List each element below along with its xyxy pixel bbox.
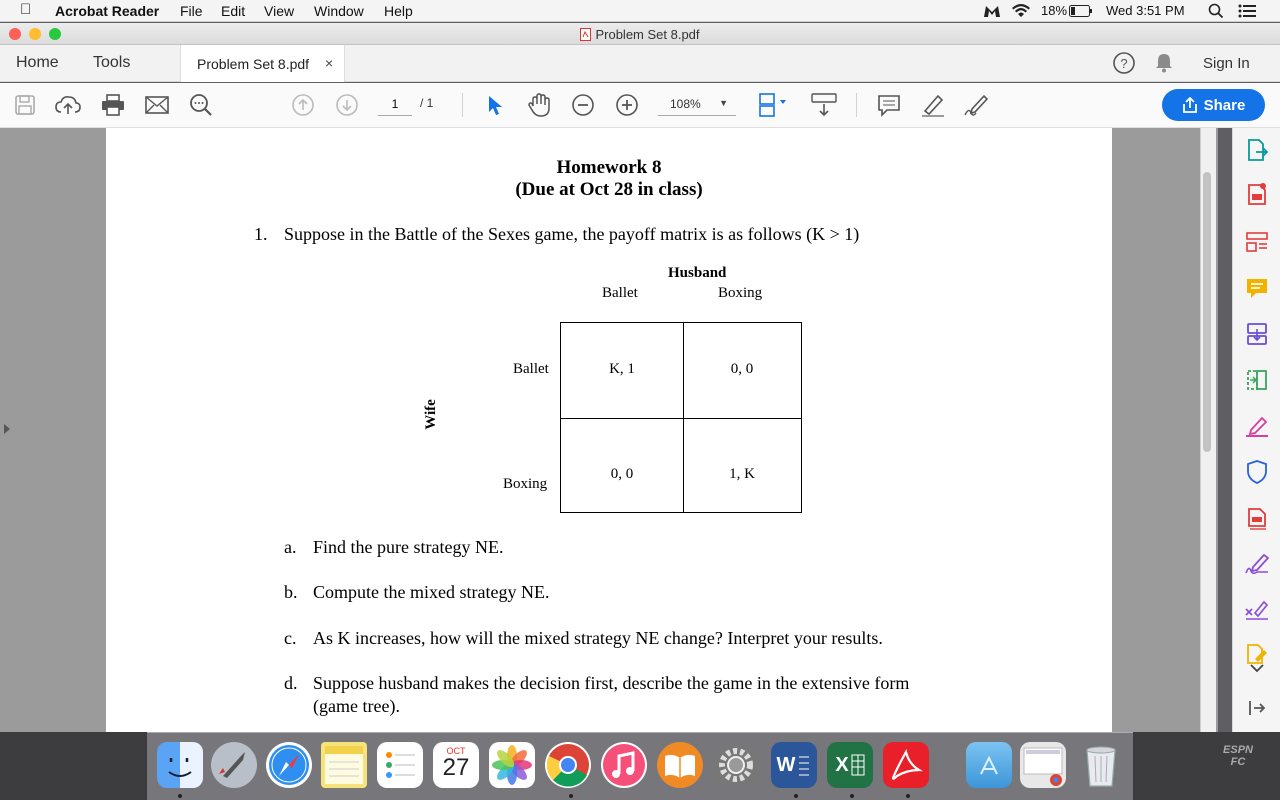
sign-in-link[interactable]: Sign In <box>1203 55 1250 72</box>
part-text: Find the pure strategy NE. <box>313 537 504 557</box>
trash-icon[interactable] <box>1078 742 1124 788</box>
arrow-down-circle-icon <box>335 93 359 117</box>
hand-icon <box>527 93 551 117</box>
applications-folder-icon[interactable] <box>966 742 1012 788</box>
matrix-column-label: Boxing <box>718 285 763 301</box>
matrix-cell: 1, K <box>729 466 755 482</box>
previous-page-button[interactable] <box>290 92 316 118</box>
system-preferences-icon[interactable] <box>713 742 759 788</box>
page-number-input[interactable]: 1 <box>378 92 412 116</box>
search-document-button[interactable] <box>188 92 214 118</box>
tab-document[interactable] <box>180 45 345 82</box>
combine-files-icon <box>1245 322 1269 346</box>
notes-icon[interactable] <box>321 742 367 788</box>
minus-circle-icon <box>571 93 595 117</box>
help-icon-glyph: ? <box>1120 56 1128 71</box>
tab-tools[interactable]: Tools <box>93 54 131 71</box>
espn-fc-desktop-widget[interactable]: ESPN FC <box>1223 744 1253 768</box>
edit-pdf-icon <box>1246 506 1268 530</box>
word-letter: W <box>776 753 796 776</box>
shield-icon <box>1247 460 1267 484</box>
chevron-down-icon: ▼ <box>719 98 728 108</box>
notification-center-icon[interactable] <box>1238 4 1256 18</box>
window-title <box>0 27 1280 42</box>
signature-icon <box>1245 553 1269 575</box>
help-icon[interactable] <box>1112 51 1136 75</box>
payoff-matrix <box>560 322 802 513</box>
launchpad-icon[interactable] <box>211 742 257 788</box>
zoom-level-select[interactable] <box>658 92 736 116</box>
tab-home[interactable]: Home <box>16 54 59 71</box>
part-text: Compute the mixed strategy NE. <box>313 582 550 602</box>
window-title-bar <box>0 23 1280 45</box>
photos-icon[interactable] <box>489 742 535 788</box>
running-indicator <box>569 794 573 798</box>
word-icon[interactable] <box>771 742 817 788</box>
envelope-icon <box>145 95 169 115</box>
notifications-bell-icon[interactable] <box>1154 52 1174 74</box>
homework-due-date: (Due at Oct 28 in class) <box>515 179 703 200</box>
menu-clock[interactable]: Wed 3:51 PM <box>1106 3 1185 18</box>
page-total: / 1 <box>420 96 434 110</box>
next-page-button[interactable] <box>334 92 360 118</box>
toolbar-separator <box>856 93 857 117</box>
scroll-mode-button[interactable] <box>810 92 838 118</box>
battery-percent: 18% <box>1041 3 1068 18</box>
part-label: d. <box>284 673 298 693</box>
part-label: a. <box>284 537 297 557</box>
save-button[interactable] <box>12 92 38 118</box>
finder-icon[interactable] <box>157 742 203 788</box>
export-pdf-tool[interactable] <box>1245 138 1269 162</box>
window-title-text: Problem Set 8.pdf <box>595 27 700 42</box>
document-viewport[interactable] <box>0 128 1218 732</box>
pointer-arrow-icon <box>486 94 504 116</box>
part-label: c. <box>284 628 297 648</box>
part-text: As K increases, how will the mixed strategy NE change? Interpret your results. <box>313 628 883 648</box>
share-button-label: Share <box>1203 96 1246 114</box>
organize-pages-icon <box>1246 231 1268 253</box>
calendar-day: 27 <box>442 754 470 781</box>
calendar-icon[interactable] <box>433 742 479 788</box>
create-pdf-icon <box>1246 182 1268 206</box>
itunes-icon[interactable] <box>601 742 647 788</box>
part-text: Suppose husband makes the decision first, describe the game in the extensive form <box>313 673 910 693</box>
pdf-page <box>106 128 1112 732</box>
question-number: 1. <box>254 224 268 244</box>
toolbar-separator <box>462 93 463 117</box>
menu-view[interactable]: View <box>264 3 295 19</box>
fill-sign-icon <box>1245 415 1269 437</box>
matrix-row-label: Boxing <box>503 476 548 492</box>
ibooks-icon[interactable] <box>657 742 703 788</box>
app-menu-name[interactable]: Acrobat Reader <box>55 3 160 19</box>
matrix-cell: 0, 0 <box>610 466 634 482</box>
compress-icon <box>1246 369 1268 391</box>
menu-file[interactable]: File <box>180 3 203 19</box>
zoom-out-button[interactable] <box>570 92 596 118</box>
matrix-column-player: Husband <box>668 265 727 281</box>
highlighter-icon <box>920 93 946 117</box>
export-pdf-icon <box>1246 138 1268 162</box>
fill-sign-tool[interactable] <box>1245 414 1269 438</box>
matrix-divider <box>561 418 801 419</box>
select-tool-button[interactable] <box>482 92 508 118</box>
comment-tool[interactable] <box>1245 276 1269 300</box>
add-comment-button[interactable] <box>876 92 902 118</box>
organize-pages-tool[interactable] <box>1245 230 1269 254</box>
upload-cloud-button[interactable] <box>55 92 81 118</box>
zoom-in-button[interactable] <box>614 92 640 118</box>
homework-title: Homework 8 <box>556 157 662 178</box>
highlight-button[interactable] <box>920 92 946 118</box>
tab-bar <box>0 45 1280 82</box>
create-pdf-tool[interactable] <box>1245 182 1269 206</box>
send-for-signature-tool[interactable] <box>1245 552 1269 576</box>
sign-x-icon <box>1245 599 1269 621</box>
compress-pdf-tool[interactable] <box>1245 368 1269 392</box>
matrix-column-label: Ballet <box>602 285 638 301</box>
part-label: b. <box>284 582 298 602</box>
pdf-file-icon <box>580 28 591 41</box>
print-button[interactable] <box>100 92 126 118</box>
collapse-pane-icon[interactable] <box>1245 696 1269 720</box>
menu-window[interactable]: Window <box>314 3 364 19</box>
keyboard-scroll-icon <box>810 92 838 118</box>
scrollbar-thumb[interactable] <box>1203 172 1211 452</box>
matrix-cell: K, 1 <box>609 361 635 377</box>
safari-icon[interactable] <box>266 742 312 788</box>
running-indicator <box>794 794 798 798</box>
tools-pane <box>1232 128 1280 732</box>
page-fit-button[interactable] <box>756 92 790 118</box>
printer-icon <box>101 94 125 116</box>
menu-edit[interactable]: Edit <box>221 3 246 19</box>
magnifier-icon <box>189 93 213 117</box>
apple-icon[interactable] <box>20 1 31 18</box>
hand-tool-button[interactable] <box>526 92 552 118</box>
sign-button[interactable] <box>964 92 990 118</box>
left-panel-toggle-icon[interactable] <box>4 424 10 434</box>
more-tools-chevron-icon[interactable] <box>1245 660 1269 676</box>
protect-tool[interactable] <box>1245 460 1269 484</box>
signature-pen-icon <box>964 93 990 117</box>
comment-icon <box>877 93 901 117</box>
matrix-row-player: Wife <box>422 399 439 430</box>
save-icon <box>14 94 36 116</box>
calendar-month: OCT <box>446 746 466 756</box>
excel-letter: X <box>835 753 849 776</box>
spotlight-search-icon[interactable] <box>1208 3 1224 19</box>
certificates-tool[interactable] <box>1245 598 1269 622</box>
plus-circle-icon <box>615 93 639 117</box>
part-text-continued: (game tree). <box>313 696 400 716</box>
tab-document-label: Problem Set 8.pdf <box>197 56 310 72</box>
close-tab-icon[interactable]: × <box>325 55 334 71</box>
running-indicator <box>906 794 910 798</box>
matrix-row-label: Ballet <box>513 361 549 377</box>
downloads-stack-icon[interactable] <box>1020 742 1066 788</box>
battery-icon[interactable] <box>1069 5 1093 17</box>
excel-icon[interactable] <box>827 742 873 788</box>
malwarebytes-icon[interactable] <box>982 3 1002 19</box>
email-button[interactable] <box>144 92 170 118</box>
matrix-cell: 0, 0 <box>730 361 754 377</box>
fit-page-icon <box>756 92 790 118</box>
main-toolbar <box>0 83 1280 128</box>
wifi-icon[interactable] <box>1011 3 1031 19</box>
combine-files-tool[interactable] <box>1245 322 1269 346</box>
running-indicator <box>178 794 182 798</box>
edit-pdf-tool[interactable] <box>1245 506 1269 530</box>
reminders-icon[interactable] <box>377 742 423 788</box>
menu-help[interactable]: Help <box>384 3 413 19</box>
cloud-upload-icon <box>55 94 81 116</box>
share-icon <box>1182 97 1198 113</box>
acrobat-reader-dock-icon[interactable] <box>883 742 929 788</box>
zoom-level-value: 108% <box>670 97 701 111</box>
arrow-up-circle-icon <box>291 93 315 117</box>
chrome-icon[interactable] <box>545 742 591 788</box>
running-indicator <box>850 794 854 798</box>
question-text: Suppose in the Battle of the Sexes game, the payoff matrix is as follows (K > 1) <box>284 224 860 244</box>
share-button[interactable] <box>1162 89 1265 121</box>
comment-tool-icon <box>1246 277 1268 299</box>
macos-menu-bar <box>0 0 1280 22</box>
